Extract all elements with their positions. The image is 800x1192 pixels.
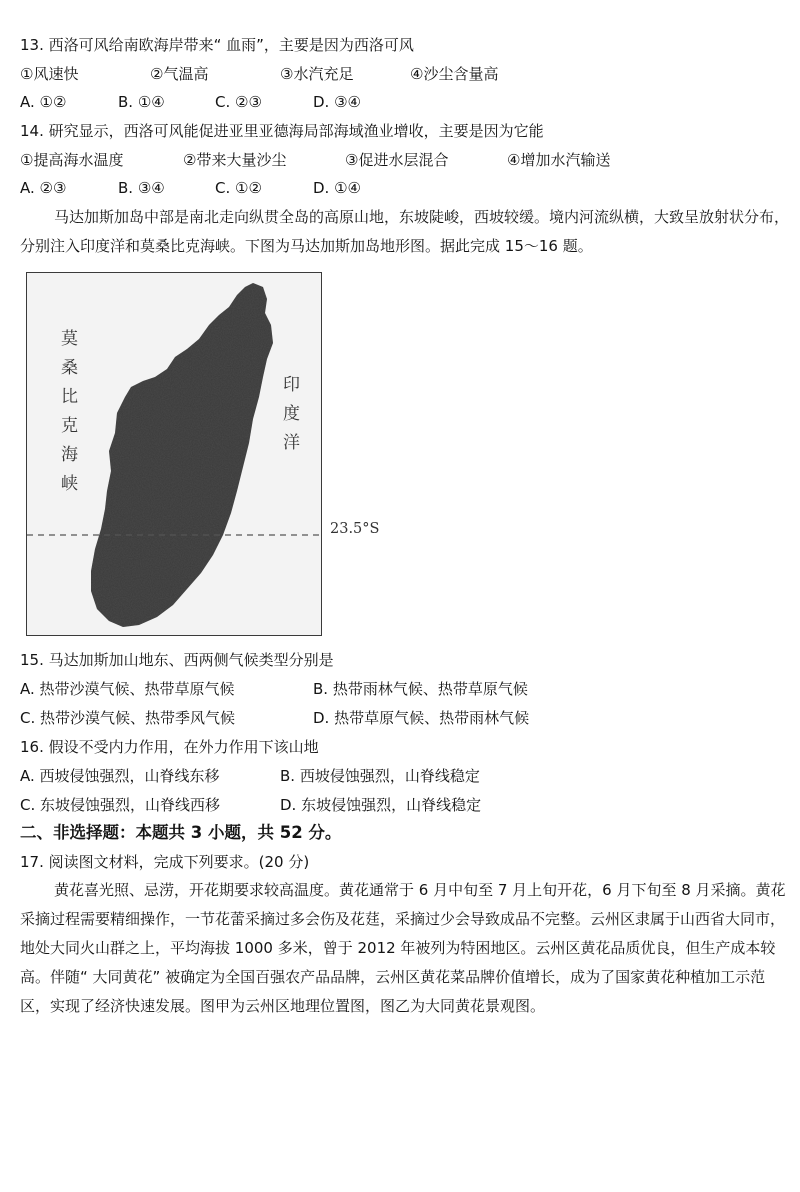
q17-stem: 17. 阅读图文材料，完成下列要求。(20 分) (20, 853, 310, 871)
q14-choice-c: C. ①② (215, 179, 262, 197)
q14-choice-b: B. ③④ (118, 179, 165, 197)
q13-choice-d: D. ③④ (313, 93, 361, 111)
q17-passage-text: 黄花喜光照、忌涝，开花期要求较高温度。黄花通常于 6 月中旬至 7 月上旬开花，6 月下旬至 8 月采摘。黄花采摘过程需要精细操作，一节花蕾采摘过多会伤及花莛，采摘过少会导致成品不完整。云州区隶属于山西省大同市，地处大同火山群之上，平均海拔 1000 多米，曾于 2012 年被列为特困地区。云州区黄花品质优良，但生产成本较高。伴随“ 大同黄花” 被确定为全国百强农产品品牌，云州区黄花菜品牌价值增长，成为了国家黄花种植加工示范区，实现了经济快速发展。图甲为云州区地理位置图，图乙为大同黄花景观图。 (20, 881, 786, 1015)
passage-madagascar (20, 203, 790, 261)
q16-choice-a: A. 西坡侵蚀强烈，山脊线东移 (20, 767, 220, 785)
section-2-title: 二、非选择题：本题共 3 小题，共 52 分。 (20, 823, 342, 842)
q15-choice-d: D. 热带草原气候、热带雨林气候 (313, 709, 530, 727)
q17-passage (20, 876, 790, 1021)
q13-choice-c: C. ②③ (215, 93, 262, 111)
q14-choice-a: A. ②③ (20, 179, 67, 197)
q13-choice-a: A. ①② (20, 93, 67, 111)
mozambique-channel-label: 莫桑比克海峡 (57, 329, 77, 503)
q14-stem: 14. 研究显示，西洛可风能促进亚里亚德海局部海域渔业增收，主要是因为它能 (20, 122, 544, 140)
q16-choice-d: D. 东坡侵蚀强烈，山脊线稳定 (280, 796, 482, 814)
passage-madagascar-text: 马达加斯加岛中部是南北走向纵贯全岛的高原山地，东坡陡峻，西坡较缓。境内河流纵横，大致呈放射状分布，分别注入印度洋和莫桑比克海峡。下图为马达加斯加岛地形图。据此完成 15～16 题。 (20, 208, 790, 255)
q15-choice-b: B. 热带雨林气候、热带草原气候 (313, 680, 528, 698)
q14-choice-d: D. ①④ (313, 179, 361, 197)
q13-stem: 13. 西洛可风给南欧海岸带来“ 血雨”，主要是因为西洛可风 (20, 36, 414, 54)
q13-item-1: ①风速快 (20, 65, 79, 83)
q13-item-2: ②气温高 (150, 65, 209, 83)
q14-item-4: ④增加水汽输送 (507, 151, 611, 169)
q16-choice-b: B. 西坡侵蚀强烈，山脊线稳定 (280, 767, 480, 785)
q15-choice-a: A. 热带沙漠气候、热带草原气候 (20, 680, 235, 698)
q14-item-1: ①提高海水温度 (20, 151, 124, 169)
q13-choice-b: B. ①④ (118, 93, 165, 111)
q13-item-4: ④沙尘含量高 (410, 65, 499, 83)
q14-item-2: ②带来大量沙尘 (183, 151, 287, 169)
latitude-label: 23.5°S (330, 521, 380, 537)
madagascar-island-shape (91, 283, 273, 627)
q16-choice-c: C. 东坡侵蚀强烈，山脊线西移 (20, 796, 221, 814)
q15-choice-c: C. 热带沙漠气候、热带季风气候 (20, 709, 236, 727)
q15-stem: 15. 马达加斯加山地东、西两侧气候类型分别是 (20, 651, 334, 669)
q16-stem: 16. 假设不受内力作用，在外力作用下该山地 (20, 738, 319, 756)
q13-item-3: ③水汽充足 (280, 65, 354, 83)
q14-item-3: ③促进水层混合 (345, 151, 449, 169)
madagascar-map (26, 272, 322, 636)
indian-ocean-label: 印度洋 (279, 375, 299, 462)
